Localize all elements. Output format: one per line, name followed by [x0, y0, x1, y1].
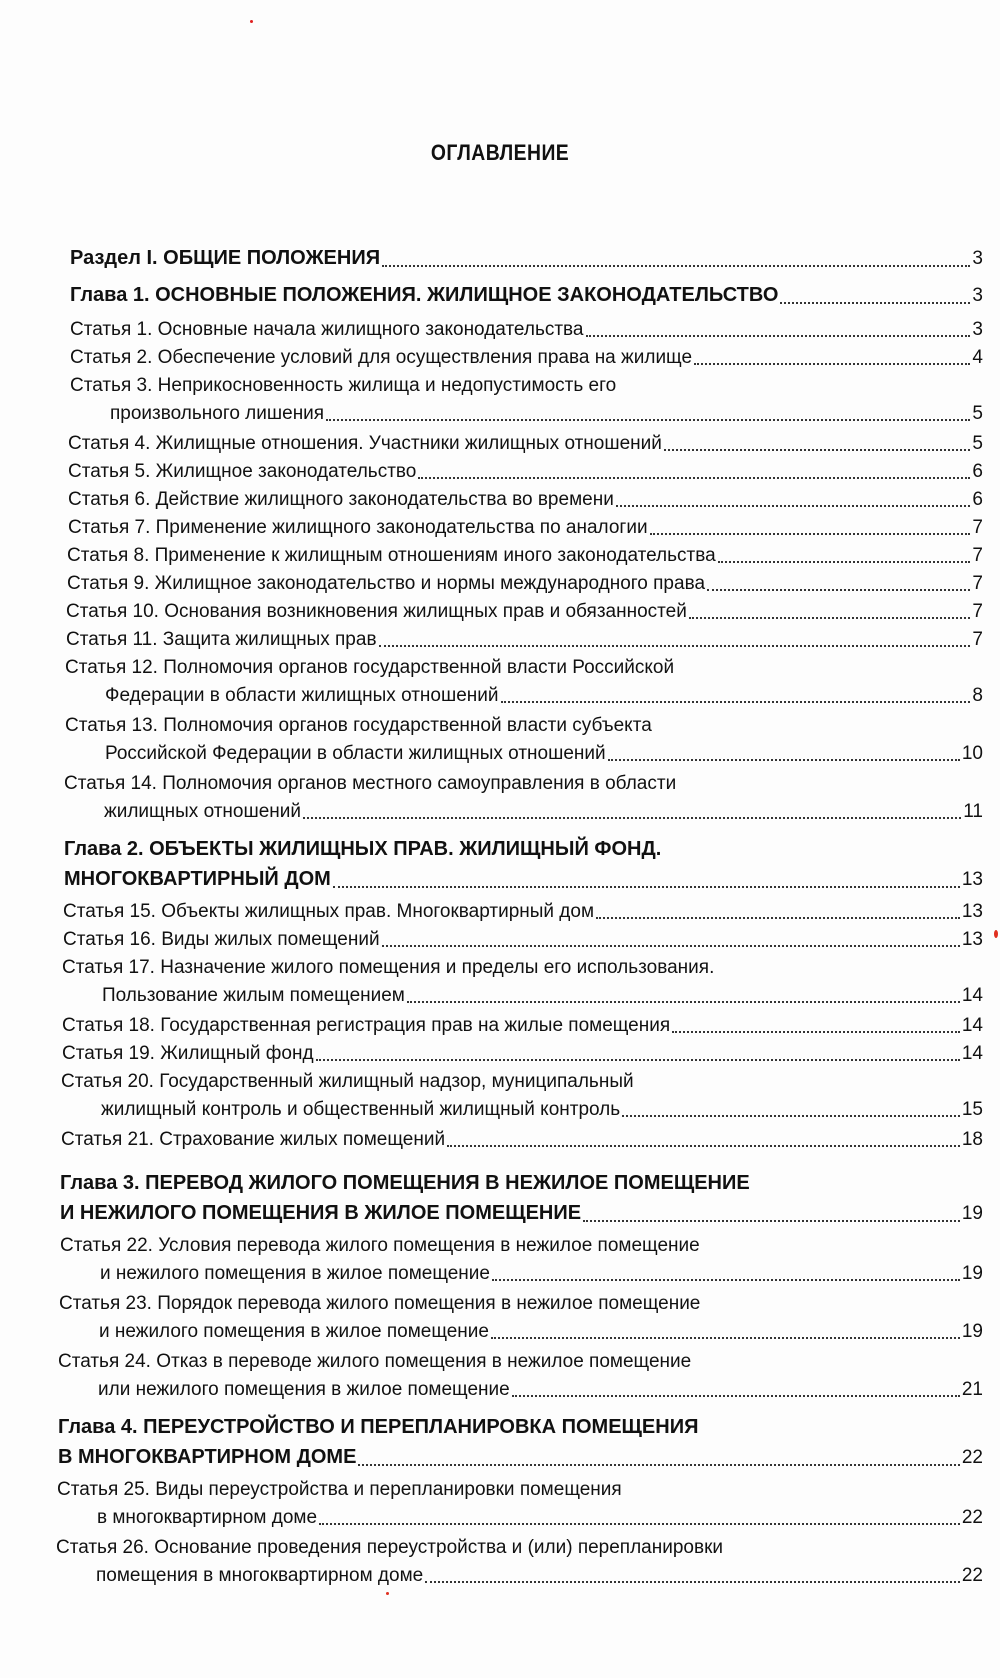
- toc-entry-title-line: Статья 13. Полномочия органов государственной власти субъекта: [65, 715, 652, 736]
- toc-page-number: 15: [961, 1099, 983, 1120]
- toc-entry-title-line: в многоквартирном доме: [97, 1507, 318, 1528]
- toc-entry-article[interactable]: [68, 430, 983, 458]
- toc-entry-title-line: жилищных отношений: [104, 801, 302, 822]
- toc-entry-title-line: Статья 14. Полномочия органов местного самоуправления в области: [64, 773, 677, 794]
- toc-entry-title-line: Статья 5. Жилищное законодательство: [68, 461, 417, 482]
- toc-page-number: 19: [961, 1263, 983, 1284]
- toc-page-number: 7: [972, 573, 983, 594]
- dot-leader: [694, 363, 970, 365]
- dot-leader: [616, 505, 971, 507]
- dot-leader: [407, 1001, 960, 1003]
- toc-entry-article[interactable]: [59, 1290, 983, 1346]
- toc-page-number: 13: [961, 929, 983, 950]
- toc-entry-chapter[interactable]: [60, 1168, 983, 1229]
- toc-entry-article[interactable]: [66, 626, 983, 654]
- toc-entry-title-line: Статья 11. Защита жилищных прав: [66, 629, 377, 650]
- toc-entry-title-line: Статья 23. Порядок перевода жилого помещения в нежилое помещение: [59, 1293, 701, 1314]
- toc-page-number: 5: [972, 433, 983, 454]
- toc-entry-article[interactable]: [60, 1232, 983, 1288]
- toc-entry-article[interactable]: [64, 770, 983, 826]
- toc-page-number: 6: [972, 489, 983, 510]
- toc-entry-article[interactable]: [67, 542, 983, 570]
- toc-entry-title-line: Статья 19. Жилищный фонд: [62, 1043, 314, 1064]
- scan-speck: [250, 20, 253, 23]
- toc-entry-article[interactable]: [61, 1068, 983, 1124]
- toc-page-number: 6: [972, 461, 983, 482]
- toc-entry-title-line: Статья 25. Виды переустройства и перепланировки помещения: [57, 1479, 622, 1500]
- toc-entry-article[interactable]: [68, 458, 983, 486]
- toc-page-number: 10: [961, 743, 983, 764]
- dot-leader: [303, 817, 961, 819]
- toc-entry-title-line: Статья 16. Виды жилых помещений: [63, 929, 380, 950]
- dot-leader: [425, 1581, 960, 1583]
- toc-page-number: 7: [972, 601, 983, 622]
- toc-entry-title-line: Статья 17. Назначение жилого помещения и пределы его использования.: [62, 957, 715, 978]
- toc-entry-title-line: Статья 24. Отказ в переводе жилого помещения в нежилое помещение: [58, 1351, 692, 1372]
- toc-entry-title-line: жилищный контроль и общественный жилищный контроль: [101, 1099, 621, 1120]
- toc-page-number: 21: [961, 1379, 983, 1400]
- toc-page-number: 11: [963, 801, 983, 822]
- dot-leader: [333, 886, 960, 888]
- toc-entry-article[interactable]: [62, 1012, 983, 1040]
- dot-leader: [382, 265, 970, 267]
- toc-entry-title-line: И НЕЖИЛОГО ПОМЕЩЕНИЯ В ЖИЛОЕ ПОМЕЩЕНИЕ: [60, 1202, 582, 1224]
- toc-entry-title-line: Статья 4. Жилищные отношения. Участники жилищных отношений: [68, 433, 662, 454]
- toc-page-number: 18: [961, 1129, 983, 1150]
- toc-entry-title-line: Статья 20. Государственный жилищный надзор, муниципальный: [61, 1071, 634, 1092]
- toc-page-number: 22: [961, 1447, 983, 1468]
- dot-leader: [326, 419, 970, 421]
- dot-leader: [664, 449, 971, 451]
- toc-entry-article[interactable]: [57, 1476, 983, 1532]
- dot-leader: [447, 1145, 960, 1147]
- toc-page-number: 22: [961, 1507, 983, 1528]
- dot-leader: [382, 945, 960, 947]
- toc-entry-title-line: Статья 12. Полномочия органов государственной власти Российской: [65, 657, 675, 678]
- dot-leader: [718, 561, 971, 563]
- toc-page-number: 4: [972, 347, 983, 368]
- dot-leader: [672, 1031, 960, 1033]
- toc-entry-title-line: Статья 18. Государственная регистрация прав на жилые помещения: [62, 1015, 671, 1036]
- toc-entry-title-line: Глава 2. ОБЪЕКТЫ ЖИЛИЩНЫХ ПРАВ. ЖИЛИЩНЫЙ ФОНД.: [64, 838, 662, 860]
- dot-leader: [596, 917, 960, 919]
- toc-page-number: 14: [961, 1043, 983, 1064]
- toc-page-number: 19: [961, 1203, 983, 1224]
- toc-entry-title-line: Статья 22. Условия перевода жилого помещения в нежилое помещение: [60, 1235, 700, 1256]
- toc-entry-chapter[interactable]: [70, 280, 983, 311]
- toc-entry-article[interactable]: [61, 1126, 983, 1154]
- toc-page-number: 3: [972, 248, 983, 269]
- toc-entry-title-line: произвольного лишения: [110, 403, 325, 424]
- toc-entry-article[interactable]: [65, 712, 983, 768]
- dot-leader: [650, 533, 971, 535]
- toc-entry-title-line: помещения в многоквартирном доме: [96, 1565, 424, 1586]
- toc-entry-title-line: Глава 3. ПЕРЕВОД ЖИЛОГО ПОМЕЩЕНИЯ В НЕЖИЛОЕ ПОМЕЩЕНИЕ: [60, 1172, 750, 1194]
- dot-leader: [316, 1059, 960, 1061]
- toc-entry-title-line: Глава 4. ПЕРЕУСТРОЙСТВО И ПЕРЕПЛАНИРОВКА ПОМЕЩЕНИЯ: [58, 1416, 699, 1438]
- dot-leader: [780, 302, 970, 304]
- toc-page-number: 19: [961, 1321, 983, 1342]
- toc-entry-title-line: Статья 1. Основные начала жилищного законодательства: [70, 319, 584, 340]
- toc-entry-title-line: Статья 2. Обеспечение условий для осуществления права на жилище: [70, 347, 693, 368]
- toc-entry-title-line: МНОГОКВАРТИРНЫЙ ДОМ: [64, 868, 331, 890]
- toc-entry-title-line: Статья 26. Основание проведения переустройства и (или) перепланировки: [56, 1537, 724, 1558]
- toc-entry-title-line: Статья 10. Основания возникновения жилищных прав и обязанностей: [66, 601, 687, 622]
- toc-entry-article[interactable]: [70, 372, 983, 428]
- toc-page-number: 7: [972, 545, 983, 566]
- toc-entry-title-line: Российской Федерации в области жилищных отношений: [105, 743, 606, 764]
- toc-entry-chapter[interactable]: [58, 1412, 983, 1473]
- toc-entry-article[interactable]: [70, 344, 983, 372]
- toc-entry-title-line: Раздел I. ОБЩИЕ ПОЛОЖЕНИЯ: [70, 247, 381, 269]
- toc-entry-article[interactable]: [68, 486, 983, 514]
- toc-entry-title-line: Федерации в области жилищных отношений: [105, 685, 499, 706]
- toc-page-number: 14: [961, 985, 983, 1006]
- toc-entry-article[interactable]: [63, 898, 983, 926]
- toc-entry-title-line: Статья 7. Применение жилищного законодательства по аналогии: [68, 517, 648, 538]
- toc-entry-title-line: Статья 3. Неприкосновенность жилища и недопустимость его: [70, 375, 617, 396]
- dot-leader: [491, 1337, 960, 1339]
- toc-entry-title-line: и нежилого помещения в жилое помещение: [100, 1263, 490, 1284]
- dot-leader: [608, 759, 960, 761]
- scan-speck: [386, 1592, 389, 1595]
- toc-entry-article[interactable]: [67, 570, 983, 598]
- dot-leader: [319, 1523, 960, 1525]
- toc-page-number: 14: [961, 1015, 983, 1036]
- dot-leader: [689, 617, 971, 619]
- toc-page-number: 3: [972, 285, 983, 306]
- dot-leader: [501, 701, 971, 703]
- toc-entry-title-line: или нежилого помещения в жилое помещение: [98, 1379, 510, 1400]
- page-title: ОГЛАВЛЕНИЕ: [430, 140, 570, 165]
- toc-entry-article[interactable]: [62, 1040, 983, 1068]
- toc-entry-article[interactable]: [68, 514, 983, 542]
- toc-entry-title-line: Статья 15. Объекты жилищных прав. Многоквартирный дом: [63, 901, 595, 922]
- toc-page-number: 7: [972, 629, 983, 650]
- toc-entry-article[interactable]: [62, 954, 983, 1010]
- dot-leader: [583, 1220, 960, 1222]
- toc-entry-article[interactable]: [58, 1348, 983, 1404]
- toc-entry-title-line: В МНОГОКВАРТИРНОМ ДОМЕ: [58, 1446, 357, 1468]
- toc-page-number: 5: [972, 403, 983, 424]
- dot-leader: [358, 1464, 959, 1466]
- toc-entry-title-line: Глава 1. ОСНОВНЫЕ ПОЛОЖЕНИЯ. ЖИЛИЩНОЕ ЗАКОНОДАТЕЛЬСТВО: [70, 284, 779, 306]
- toc-entry-article[interactable]: [66, 598, 983, 626]
- toc-entry-title-line: Статья 9. Жилищное законодательство и нормы международного права: [67, 573, 706, 594]
- toc-entry-title-line: Пользование жилым помещением: [102, 985, 405, 1006]
- toc-entry-chapter[interactable]: [64, 834, 983, 895]
- dot-leader: [586, 335, 971, 337]
- toc-entry-section[interactable]: [70, 243, 983, 274]
- dot-leader: [622, 1115, 960, 1117]
- toc-entry-article[interactable]: [63, 926, 983, 954]
- toc-entry-article[interactable]: [56, 1534, 983, 1590]
- dot-leader: [707, 589, 970, 591]
- toc-entry-title-line: и нежилого помещения в жилое помещение: [99, 1321, 489, 1342]
- toc-entry-title-line: Статья 8. Применение к жилищным отношениям иного законодательства: [67, 545, 716, 566]
- toc-page-number: 22: [961, 1565, 983, 1586]
- toc-page-number: 3: [972, 319, 983, 340]
- dot-leader: [418, 477, 970, 479]
- dot-leader: [512, 1395, 960, 1397]
- scan-speck: [994, 930, 998, 938]
- toc-entry-title-line: Статья 21. Страхование жилых помещений: [61, 1129, 446, 1150]
- dot-leader: [379, 645, 971, 647]
- toc-page-number: 13: [961, 869, 983, 890]
- toc-entry-title-line: Статья 6. Действие жилищного законодательства во времени: [68, 489, 614, 510]
- toc-page-number: 7: [972, 517, 983, 538]
- toc-entry-article[interactable]: [70, 316, 983, 344]
- toc-page-number: 8: [972, 685, 983, 706]
- toc-page-number: 13: [961, 901, 983, 922]
- dot-leader: [492, 1279, 960, 1281]
- toc-entry-article[interactable]: [65, 654, 983, 710]
